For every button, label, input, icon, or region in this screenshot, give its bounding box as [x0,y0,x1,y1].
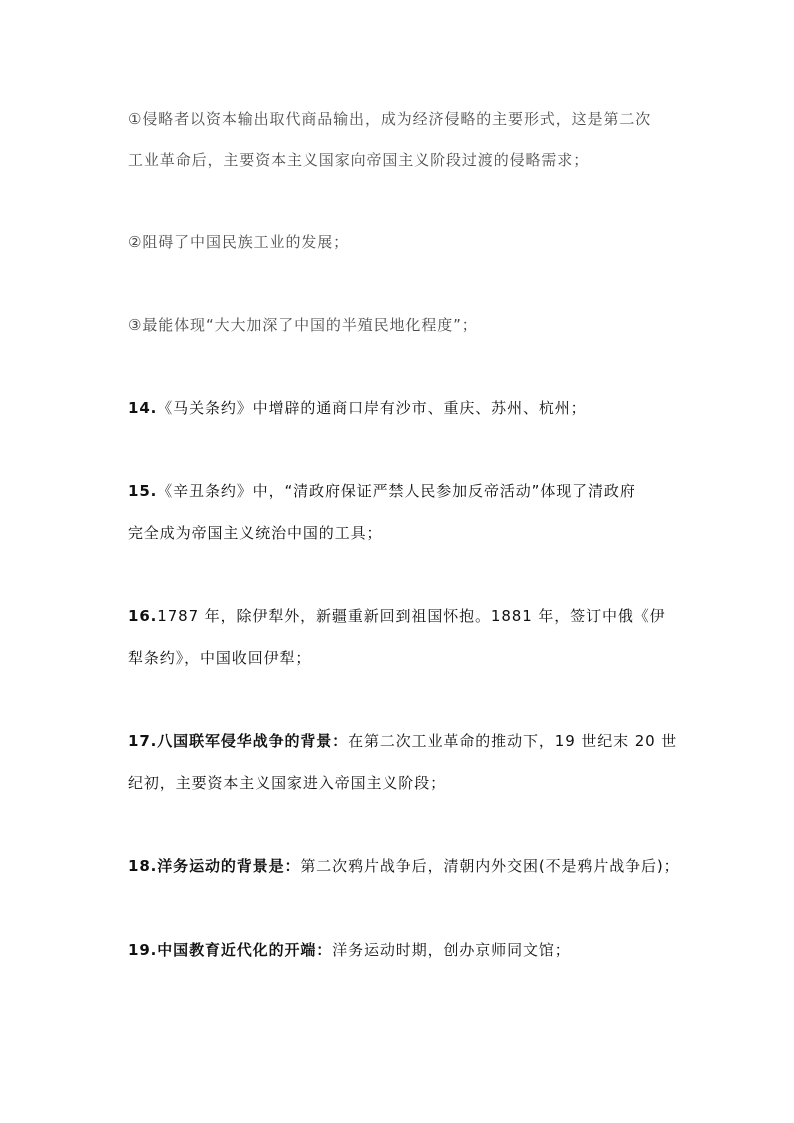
paragraph-3: ③最能体现“大大加深了中国的半殖民地化程度”； [128,316,478,334]
item-14-number: 14. [128,399,158,417]
item-15-line-2: 完全成为帝国主义统治中国的工具； [128,524,383,542]
item-17-line-1 [128,731,688,751]
paragraph-1-line-1: ①侵略者以资本输出取代商品输出，成为经济侵略的主要形式，这是第二次 [128,110,652,128]
item-16-line-1 [128,606,688,626]
item-15-number: 15. [128,482,158,500]
item-16-number: 16. [128,607,158,625]
item-16-line-2: 犁条约》，中国收回伊犁； [128,649,312,667]
item-19-heading: 19.中国教育近代化的开端： [128,941,333,959]
item-15-text: 《辛丑条约》中，“清政府保证严禁人民参加反帝活动”体现了清政府 [157,482,636,500]
item-18-heading: 18.洋务运动的背景是： [128,857,301,875]
item-17-line-2: 纪初，主要资本主义国家进入帝国主义阶段； [128,774,447,792]
item-17-heading: 17.八国联军侵华战争的背景： [128,732,349,750]
item-16-text: 1787 年，除伊犁外，新疆重新回到祖国怀抱。1881 年，签订中俄《伊 [157,607,666,625]
item-14 [128,398,688,418]
item-18-text: 第二次鸦片战争后，清朝内外交困(不是鸦片战争后)； [300,857,680,875]
item-15-line-1 [128,481,688,501]
item-19 [128,940,688,960]
item-14-text: 《马关条约》中增辟的通商口岸有沙市、重庆、苏州、杭州； [157,399,587,417]
item-17-text: 在第二次工业革命的推动下，19 世纪末 20 世 [348,732,678,750]
item-19-text: 洋务运动时期，创办京师同文馆； [332,941,571,959]
item-18 [128,856,688,876]
paragraph-1-line-2: 工业革命后，主要资本主义国家向帝国主义阶段过渡的侵略需求； [128,151,590,169]
paragraph-2: ②阻碍了中国民族工业的发展； [128,233,350,251]
